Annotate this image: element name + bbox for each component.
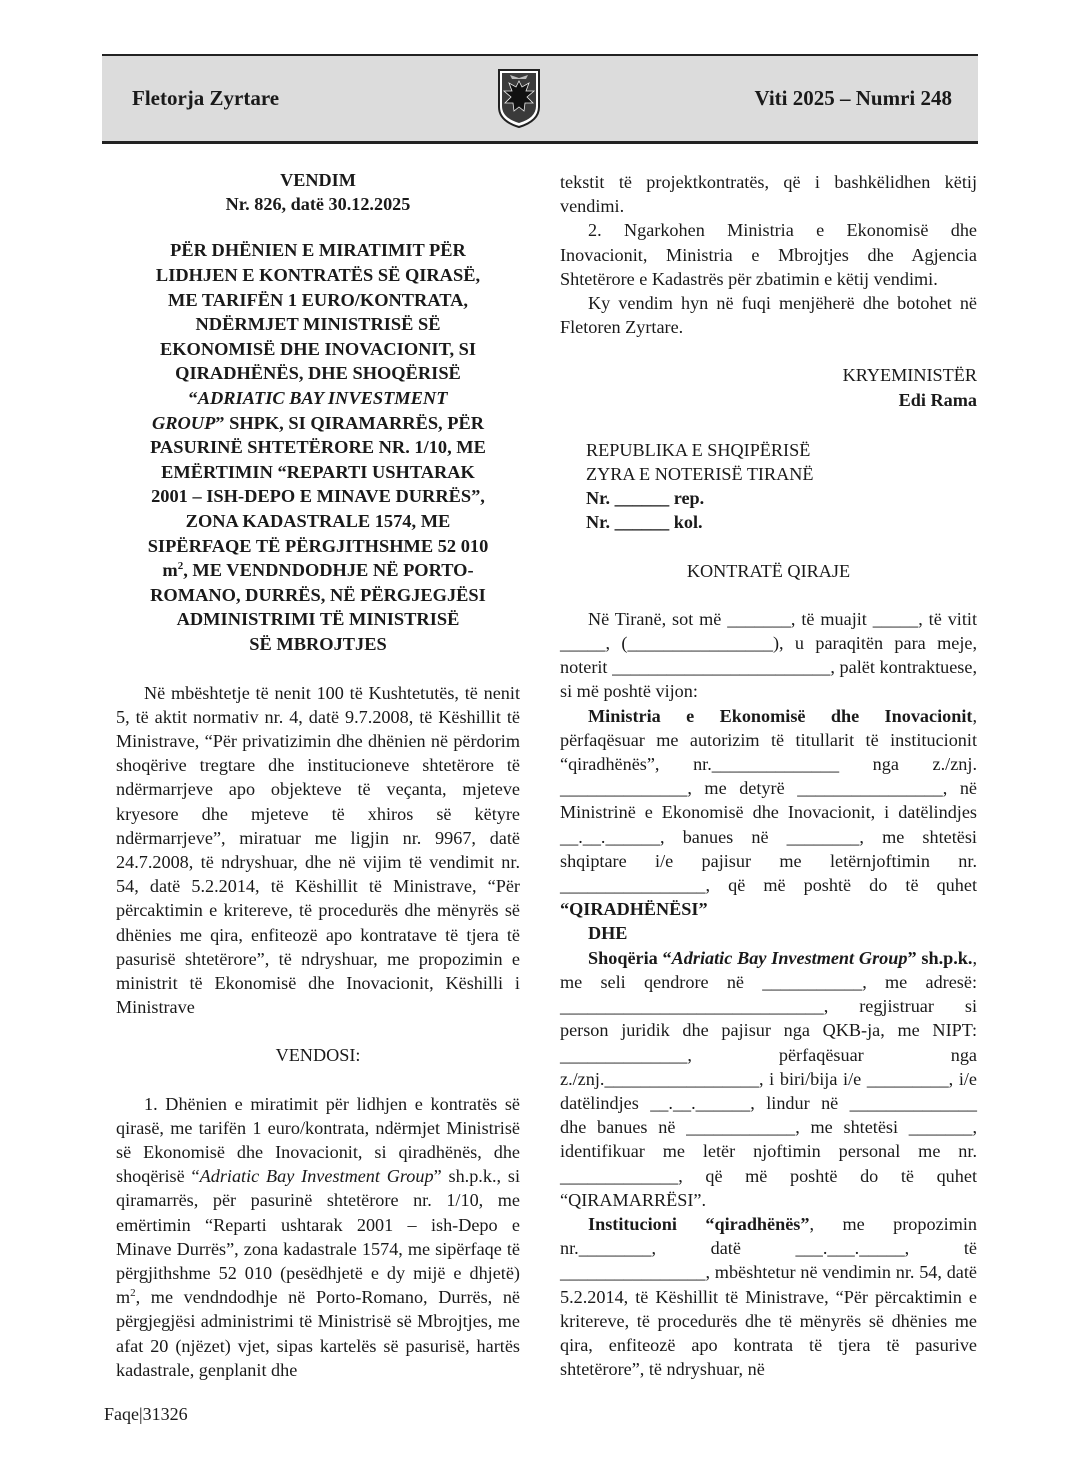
signatory-title: KRYEMINISTËR (842, 365, 977, 386)
title-line (116, 558, 520, 583)
point-1 (116, 1092, 520, 1382)
title-company-name: ADRIATIC BAY INVESTMENT (197, 387, 448, 408)
title-line: LIDHJEN E KONTRATËS SË QIRASË, (155, 265, 481, 285)
party-2-text: , me seli qendrore në ___________, me adresë: _____________________________, regjistruar si person juridik dhe pajisur nga QKB-ja, me NIPT: ______________, përfaqësuar nga z./znj._________________, i biri/bija i/e _________, i/e datëlindjes __.__.______, lindur në ______________ dhe banues në ____________, me shtetësi _______, identifikuar me letër njoftimin personal me nr. _____________, që më poshtë do të quhet “QIRAMARRËSI”. (560, 947, 977, 1210)
and-separator: DHE (588, 923, 628, 944)
title-company-rest: ” SHPK, SI QIRAMARRËS, PËR (215, 412, 485, 433)
albanian-eagle-emblem-icon (496, 67, 542, 129)
point-1-text: , me vendndodhje në Porto-Romano, Durrës, në përgjegjësi administrimi të Ministrisë së Mbrojtjes, me afat 20 (njëzet) vjet, sipas kartelës së pasurisë, hartës kadastrale, genplanit dhe (116, 1287, 520, 1380)
institution-clause (560, 1212, 977, 1381)
gazette-header (102, 54, 978, 144)
party-1 (560, 704, 977, 922)
entry-into-force: Ky vendim hyn në fuqi menjëherë dhe botohet në Fletoren Zyrtare. (560, 293, 977, 338)
signatory-name: Edi Rama (898, 389, 977, 410)
notary-office: ZYRA E NOTERISË TIRANË (586, 464, 814, 485)
institution-name: Institucioni “qiradhënës” (588, 1213, 810, 1234)
decision-number: Nr. 826, datë 30.12.2025 (225, 194, 411, 215)
contract-intro: Në Tiranë, sot më _______, të muajit _____, të vitit _____, (________________), u paraqitën para meje, noterit ________________________, palët kontraktuese, si më poshtë vijon: (560, 608, 977, 702)
decides-heading: VENDOSI: (275, 1045, 361, 1066)
issue-number: Viti 2025 – Numri 248 (754, 86, 952, 110)
title-line: ME TARIFËN 1 EURO/KONTRATA, (167, 289, 469, 310)
party-1-alias: “QIRADHËNËSI” (560, 899, 708, 920)
title-unit-sup: 2 (177, 560, 184, 572)
title-line (116, 386, 520, 411)
party-1-text: , përfaqësuar me autorizim të titullarit të institucionit “qiradhënës”, nr.______________ nga z./znj. ______________, me detyrë ________________, në Ministrinë e Ekonomisë dhe Inovacionit, i datëlindjes __.__.______, banues në ________, me shtetësi shqiptare i/e pajisur me letërnjoftimin nr. ________________, që më poshtë do të quhet (560, 705, 977, 896)
title-line: SË MBROJTJES (249, 633, 387, 654)
title-line: QIRADHËNËS, DHE SHOQËRISË (175, 363, 461, 384)
title-unit-rest: , ME VENDNDODHJE NË PORTO- (183, 560, 474, 581)
point-2: 2. Ngarkohen Ministria e Ekonomisë dhe Inovacionit, Ministria e Mbrojtjes dhe Agjencia Shtetërore e Kadastrës për zbatimin e këtij vendimi. (560, 220, 977, 289)
title-line: ADMINISTRIMI TË MINISTRISË (176, 609, 460, 630)
title-line: ZONA KADASTRALE 1574, ME (185, 510, 451, 531)
contract-heading: KONTRATË QIRAJE (686, 560, 851, 581)
title-line: SIPËRFAQE TË PËRGJITHSHME 52 010 (147, 535, 489, 556)
left-column (116, 168, 520, 1382)
point-1-continued: tekstit të projektkontratës, që i bashkëlidhen këtij vendimi. (560, 172, 977, 217)
right-column (560, 170, 977, 1381)
title-line: NDËRMJET MINISTRISË SË (195, 314, 441, 335)
page-number: Faqe|31326 (104, 1404, 188, 1424)
point-1-text: ” sh.p.k., si qiramarrës, për pasurinë shtetërore nr. 1/10, me emërtimin “Reparti ushtarak 2001 – ish-Depo e Minave Durrës”, zona kadastrale 1574, me sipërfaqe të përgjithshme 52 010 (pesëdhjetë e dy mijë e dhjetë) m (116, 1166, 521, 1308)
institution-text: , me propozimin nr.________, datë ___.___._____, të ________________, mbështetur në vendimin nr. 54, datë 5.2.2014, të Këshillit të Ministrave, “Për përcaktimin e kritereve, të procedurës dhe të mënyrës së dhënies me qira, enfiteozë apo kontrata të tjera të pasurive shtetërore”, të ndryshuar, në (560, 1213, 977, 1380)
decision-title (116, 238, 520, 656)
party-1-name: Ministria e Ekonomisë dhe Inovacionit (588, 705, 973, 726)
title-line: PËR DHËNIEN E MIRATIMIT PËR (170, 240, 466, 261)
decision-heading: VENDIM (280, 170, 356, 190)
notary-block (560, 438, 977, 535)
title-line: EMËRTIMIN “REPARTI USHTARAK (161, 461, 475, 482)
point-1-text: 1. Dhënien e miratimit për lidhjen e kontratës së qirasë, me tarifën 1 euro/kontrata, ndërmjet Ministrisë së Ekonomisë dhe Inovacionit, si qiradhënës, dhe shoqërisë “ (116, 1093, 520, 1187)
title-line: EKONOMISË DHE INOVACIONIT, SI (159, 338, 477, 359)
rep-number: Nr. ______ rep. (586, 488, 705, 509)
kol-number: Nr. ______ kol. (586, 512, 703, 533)
party-2-name: Shoqëria “ (588, 947, 672, 968)
title-line: ROMANO, DURRËS, NË PËRGJEGJËSI (150, 584, 486, 605)
party-2 (560, 946, 977, 1212)
point-1-company: Adriatic Bay Investment Group (199, 1166, 434, 1187)
title-line: 2001 – ISH-DEPO E MINAVE DURRËS”, (151, 486, 485, 507)
publication-name: Fletorja Zyrtare (132, 86, 280, 110)
preamble: Në mbështetje të nenit 100 të Kushtetutës, të nenit 5, të aktit normativ nr. 4, datë 9.7.2008, të Këshillit të Ministrave, “Për privatizimin dhe dhënien në përdorim shoqërive tregtare dhe institucioneve shtetërore të ndërmarrjeve apo objekteve të veçanta, mjeteve kryesore dhe mjeteve të xhiros së këtyre ndërmarrjeve”, miratuar me ligjin nr. 9967, datë 24.7.2008, të ndryshuar, dhe në vijim të vendimit nr. 54, datë 5.2.2014, të Këshillit të Ministrave, “Për përcaktimin e kritereve, të procedurës dhe mënyrës së dhënies me qira, enfiteozë apo kontratave të tjera të pasurisë shtetërore”, të ndryshuar, me propozimin e ministrit të Ekonomisë dhe Inovacionit, Këshilli i Ministrave (116, 682, 520, 1018)
republic-label: REPUBLIKA E SHQIPËRISË (586, 439, 811, 460)
title-quote: “ (188, 387, 198, 408)
point-1-sup: 2 (130, 1287, 136, 1300)
party-2-company: Adriatic Bay Investment Group (671, 947, 908, 968)
title-company-name-end: GROUP (151, 412, 216, 433)
title-unit: m (162, 560, 178, 581)
party-2-name-end: ” sh.p.k. (907, 947, 973, 968)
title-line (116, 411, 520, 436)
title-line: PASURINË SHTETËRORE NR. 1/10, ME (150, 437, 486, 458)
